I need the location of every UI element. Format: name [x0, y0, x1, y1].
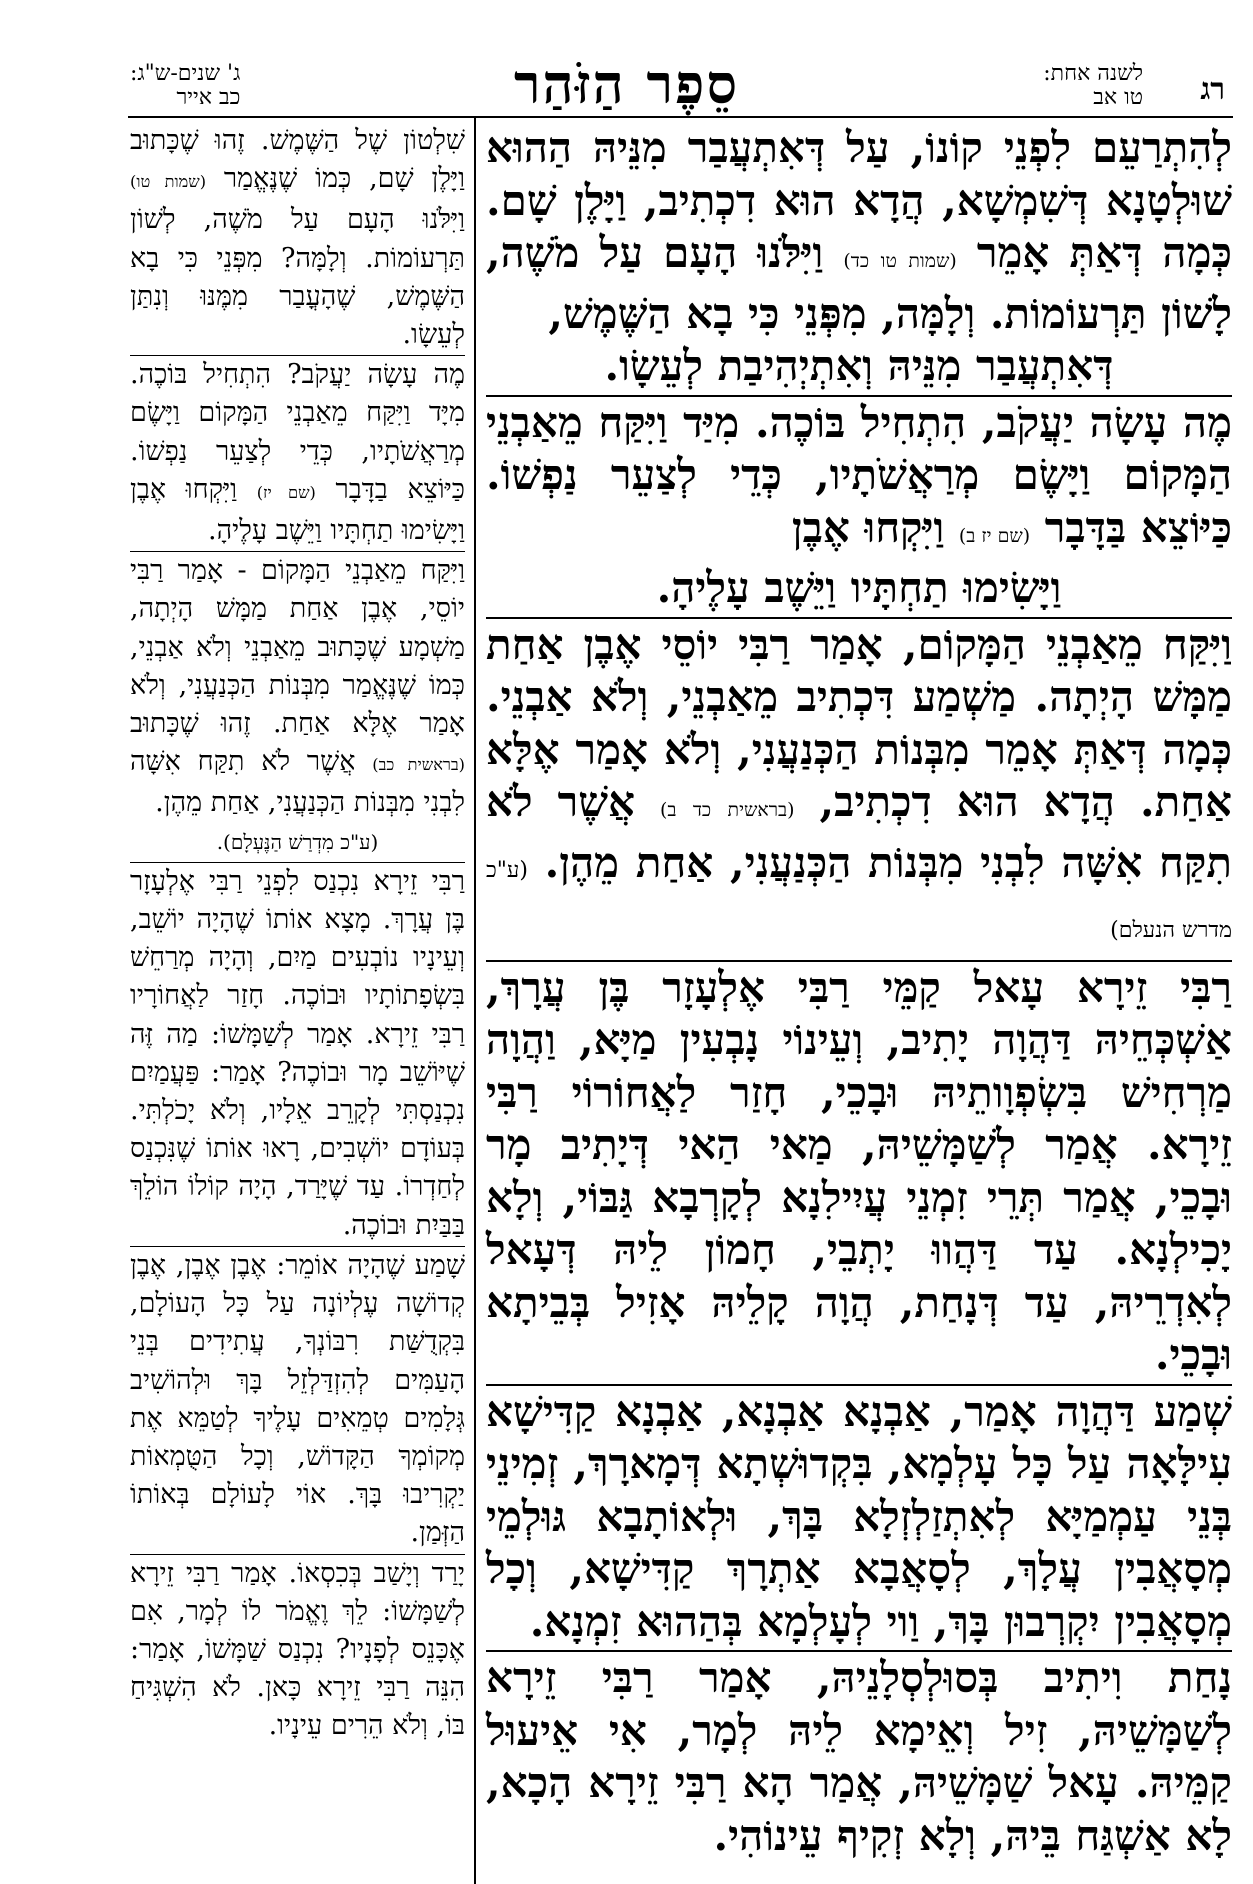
main-text: נָחַת וִיתִיב בְּסוּלְסְלָנֵיהּ, אָמַר רַבִּי זֵירָא לְשַׁמָּשֵׁיהּ, זִיל וְאֵימָא לֵיהּ לְמָר, אִי אֵיעוּל קַמֵּיהּ. עָאל שַׁמָּשֵׁיהּ, אֲמַר הָא רַבִּי זֵירָא הָכָא, לָא אַשְׁגַּח בֵּיהּ, וְלָא זְקִיף עֵינוֹהִי. [486, 1653, 1232, 1860]
main-paragraph [486, 619, 1232, 962]
main-text: וַיִּלֹּנוּ הָעָם עַל מֹשֶׁה, לָשׁוֹן תַּרְעוֹמוֹת. וְלָמָּה, מִפְּנֵי כִּי בָא הַשֶּׁמֶשׁ, [486, 228, 1232, 338]
source-reference: (שמות טו) [130, 172, 207, 192]
source-reference: (שם יז ב) [958, 524, 1031, 547]
main-text: וַיִּקַּח מֵאַבְנֵי הַמָּקוֹם, אָמַר רַבִּי יוֹסֵי אֶבֶן אַחַת מַמָּשׁ הָיְתָה. מַשְׁמַע דִּכְתִיב מֵאַבְנֵי, וְלֹא אַבְנֵי. כְּמָה דְּאַתְּ אָמֵר מִבְּנוֹת הַכְּנַעֲנִי, וְלֹא אָמַר אֶלָּא אַחַת. הֲדָא הוּא דִכְתִיב, [486, 619, 1233, 826]
main-text: רַבִּי זֵירָא עָאל קַמֵּי רַבִּי אֶלְעָזָר בֶּן עֲרָךְ, אַשְׁכְּחֵיהּ דַּהֲוָה יָתִיב, וְעֵינוֹי נָבְעִין מַיָּא, וַהֲוָה מַרְחִישׁ בִּשְׂפְוָותֵיהּ וּבָכֵי, חָזַר לַאֲחוֹרוֹי רַבִּי זֵירָא. אֲמַר לְשַׁמָּשֵׁיהּ, מַאי הַאי דְּיָתִיב מָר וּבָכֵי, אֲמַר תְּרֵי זִמְנֵי עֲיִילִנָא לְקָרְבָא גַּבּוֹי, וְלָא יָכִילְנָא. עַד דַּהֲווּ יָתְבֵי, חָמוֹן לֵיהּ דְּעָאל לְאִדְרֵיהּ, עַד דְּנָחַת, הֲוָה קָלֵיהּ אָזִיל בְּבֵיתָא וּבָכֵי. [486, 962, 1232, 1379]
translation-text: מֶה עָשָׂה יַעֲקֹב? הִתְחִיל בּוֹכֶה. מִיָּד וַיִּקַּח מֵאַבְנֵי הַמָּקוֹם וַיָּשֶׂם מְרַאֲשֹׁתָיו, כְּדֵי לְצַעֵר נַפְשׁוֹ. כַּיּוֹצֵא בַדָּבָר [130, 359, 465, 505]
header-rule [128, 116, 1233, 118]
page-header [0, 0, 1253, 120]
translation-paragraph [130, 356, 465, 552]
three-years-label: ג' שנים-ש"ג: [130, 61, 241, 86]
section-end-note: (ע"כ מדרש הנעלם) [486, 857, 1232, 943]
section-end-note: (ע"כ מִדְרַשׁ הַנֶּעְלָם). [216, 829, 379, 854]
source-reference: (בראשית כד ב) [659, 799, 795, 821]
translation-column [130, 122, 465, 1747]
translation-paragraph [130, 552, 465, 863]
translation-text: וַיִּקְחוּ אֶבֶן וַיָּשִׂימוּ תַחְתָּיו וַיֵּשֶׁב עָלֶיהָ. [130, 473, 465, 547]
main-text: שְׁמַע דַּהֲוָה אָמַר, אַבְנָא אַבְנָא, אַבְנָא קַדִּישָׁא עִילָּאָה עַל כָּל עָלְמָא, בִּקְדוּשְׁתָא דְּמָארָךְ, זְמִינֵי בְּנֵי עַמְמַיָּא לְאִתְזַלְזְלָא בָּךְ, וּלְאוֹתָבָא גּוּלְמֵי מְסָאֲבִין עֲלָךְ, לְסָאֲבָא אַתְרָךְ קַדִּישָׁא, וְכָל מְסָאֲבִין יִקְרְבוּן בָּךְ, וַוי לְעָלְמָא בְּהַהוּא זִמְנָא. [486, 1386, 1232, 1646]
translation-paragraph [130, 1555, 465, 1747]
one-year-date: טו אב [1093, 85, 1143, 110]
book-title: סֵפֶר הַזֹּהַר [513, 52, 740, 116]
daily-reading-three-years [130, 62, 240, 110]
translation-text: שָׁמַע שֶׁהָיָה אוֹמֵר: אֶבֶן אֶבֶן, אֶבֶן קְדוֹשָׁה עֶלְיוֹנָה עַל כָּל הָעוֹלָם, בִּקְדֻשַּׁת רִבּוֹנְךָ, עֲתִידִים בְּנֵי הָעַמִּים לְהִזְדַּלְזֵל בָּךְ וּלְהוֹשִׁיב גְּלָמִים טְמֵאִים עָלֶיךָ לְטַמֵּא אֶת מְקוֹמְךָ הַקָּדוֹשׁ, וְכָל הַטֻּמְאוֹת יַקְרִיבוּ בָּךְ. אוֹי לָעוֹלָם בְּאוֹתוֹ הַזְּמַן. [130, 1249, 465, 1549]
translation-text: יָרַד וְיָשַׁב בְּכִסְאוֹ. אָמַר רַבִּי זֵירָא לְשַׁמָּשׁוֹ: לֵךְ וֶאֱמֹר לוֹ לְמָר, אִם אֶכָּנֵס לְפָנָיו? נִכְנַס שַׁמָּשׁוֹ, אָמַר: הִנֵּה רַבִּי זֵירָא כָּאן. לֹא הִשְׁגִּיחַ בּוֹ, וְלֹא הֵרִים עֵינָיו. [130, 1557, 465, 1742]
three-years-date: כב אייר [176, 85, 241, 110]
column-divider [474, 118, 476, 1884]
main-text: מֶה עָשָׂה יַעֲקֹב, הִתְחִיל בּוֹכֶה. מִיַּד וַיִּקַּח מֵאַבְנֵי הַמָּקוֹם וַיָּשֶׂם מְרַאֲשֹׁתָיו, כְּדֵי לְצַעֵר נַפְשׁוֹ. כַּיּוֹצֵא בַּדָּבָר [486, 397, 1232, 552]
main-text: וַיָּשִׂימוּ תַחְתָּיו וַיֵּשֶׁב עָלֶיהָ. [656, 563, 1062, 612]
translation-paragraph [130, 1247, 465, 1555]
translation-text: אֲשֶׁר לֹא תִקַּח אִשָּׁה לִבְנִי מִבְּנוֹת הַכְּנַעֲנִי, אַחַת מֵהֶן. [130, 746, 465, 819]
main-paragraph [486, 1652, 1232, 1864]
page-number: רג [1200, 72, 1225, 107]
main-paragraph [486, 1386, 1232, 1653]
one-year-label: לשנה אחת: [1043, 61, 1143, 86]
translation-paragraph [130, 122, 465, 356]
main-text: לְהִתְרַעֵם לִפְנֵי קוֹנוֹ, עַל דְּאִתְעֲבַר מִנֵּיהּ הַהוּא שׁוּלְטָנָא דְּשִׁמְשָׁא, הֲדָא הוּא דִכְתִיב, וַיָּלֶן שָׁם. כְּמָה דְּאַתְּ אָמֵר [486, 123, 1233, 277]
main-paragraph [486, 122, 1232, 397]
main-text: דְּאִתְעֲבַר מִנֵּיהּ וְאִתְיְהִיבַת לְעֵשָׂו. [604, 341, 1114, 390]
main-text-column [486, 122, 1232, 1864]
main-text: אֲשֶׁר לֹא תִקַּח אִשָּׁה לִבְנִי מִבְּנוֹת הַכְּנַעֲנִי, אַחַת מֵהֶן. [486, 777, 1232, 887]
source-reference: (שמות טו כד) [843, 250, 957, 272]
source-reference: (בראשית כב) [372, 755, 465, 775]
source-reference: (שם יז) [256, 482, 316, 502]
translation-text: וַיִּקַּח מֵאַבְנֵי הַמָּקוֹם - אָמַר רַבִּי יוֹסֵי, אֶבֶן אַחַת מַמָּשׁ הָיְתָה, מַשְׁמָע שֶׁכָּתוּב מֵאַבְנֵי וְלֹא אַבְנֵי, כְּמוֹ שֶׁנֶּאֱמַר מִבְּנוֹת הַכְּנַעֲנִי, וְלֹא אָמַר אֶלָּא אַחַת. זֶהוּ שֶׁכָּתוּב [130, 555, 465, 740]
main-text: וַיִּקְחוּ אֶבֶן [791, 502, 945, 552]
main-paragraph [486, 397, 1232, 619]
translation-text: שִׁלְטוֹן שֶׁל הַשֶּׁמֶשׁ. זֶהוּ שֶׁכָּתוּב וַיָּלֶן שָׁם, כְּמוֹ שֶׁנֶּאֱמַר [130, 125, 465, 195]
translation-text: רַבִּי זֵירָא נִכְנַס לִפְנֵי רַבִּי אֶלְעָזָר בֶּן עֲרָךְ. מָצָא אוֹתוֹ שֶׁהָיָה יוֹשֵׁב, וְעֵינָיו נוֹבְעִים מַיִם, וְהָיָה מְרַחֵשׁ בִּשְׂפָתוֹתָיו וּבוֹכֶה. חָזַר לַאֲחוֹרָיו רַבִּי זֵירָא. אָמַר לְשַׁמָּשׁוֹ: מַה זֶּה שֶׁיּוֹשֵׁב מָר וּבוֹכֶה? אָמַר: פַּעֲמַיִם נִכְנַסְתִּי לְקָרֵב אֵלָיו, וְלֹא יָכֹלְתִּי. בְּעוֹדָם יוֹשְׁבִים, רָאוּ אוֹתוֹ שֶׁנִּכְנַס לְחַדְרוֹ. עַד שֶׁיָּרַד, הָיָה קוֹלוֹ הוֹלֵךְ בַּבַּיִת וּבוֹכֶה. [130, 865, 465, 1241]
translation-paragraph [130, 863, 465, 1247]
main-paragraph [486, 962, 1232, 1386]
translation-text: וַיִּלֹּנוּ הָעָם עַל מֹשֶׁה, לְשׁוֹן תַּרְעוֹמוֹת. וְלָמָּה? מִפְּנֵי כִּי בָא הַשֶּׁמֶשׁ, שֶׁהָעֳבַר מִמֶּנּוּ וְנִתַּן לְעֵשָׂו. [130, 204, 465, 351]
